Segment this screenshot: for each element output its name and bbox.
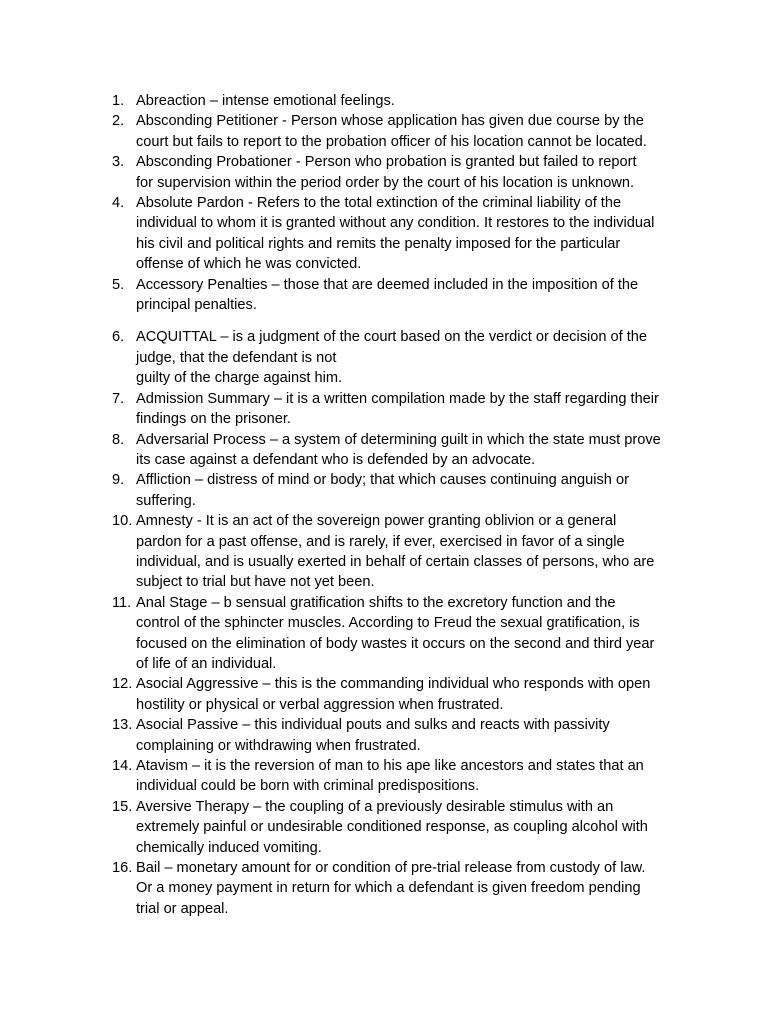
glossary-entry <box>112 193 692 275</box>
glossary-list <box>112 91 692 919</box>
entry-text-line: for supervision within the period order by the court of his location is unknown. <box>136 174 635 191</box>
glossary-entry <box>112 327 692 388</box>
glossary-entry <box>112 756 692 797</box>
entry-text-line: Affliction – distress of mind or body; that which causes continuing anguish or <box>136 472 629 489</box>
entry-text-line: Absconding Petitioner - Person whose application has given due course by the <box>136 113 644 130</box>
entry-text-line: guilty of the charge against him. <box>136 370 343 387</box>
glossary-entry <box>112 152 692 193</box>
entry-text-line: individual, and is usually exerted in behalf of certain classes of persons, who are <box>136 553 655 570</box>
entry-text-line: Adversarial Process – a system of determining guilt in which the state must prove <box>136 431 661 448</box>
entry-text-line: chemically induced vomiting. <box>136 839 322 856</box>
entry-text-line: complaining or withdrawing when frustrated. <box>136 737 421 754</box>
entry-text-line: judge, that the defendant is not <box>136 349 337 366</box>
entry-text-line: Bail – monetary amount for or condition of pre-trial release from custody of law. <box>136 860 646 877</box>
entry-text-line: Accessory Penalties – those that are deemed included in the imposition of the <box>136 276 639 293</box>
entry-number: 4. <box>112 195 125 212</box>
glossary-entry <box>112 111 692 152</box>
entry-number: 1. <box>112 93 125 109</box>
entry-text-line: individual could be born with criminal predispositions. <box>136 778 480 795</box>
entry-text-line: focused on the elimination of body wastes it occurs on the second and third year <box>136 635 655 652</box>
entry-text-line: Asocial Passive – this individual pouts and sulks and reacts with passivity <box>136 717 610 734</box>
entry-number: 9. <box>112 472 125 489</box>
glossary-entry <box>112 470 692 511</box>
glossary-entry <box>112 389 692 430</box>
entry-text-line: pardon for a past offense, and is rarely, if ever, exercised in favor of a single <box>136 533 625 550</box>
entry-number: 8. <box>112 431 125 448</box>
glossary-entry <box>112 858 692 919</box>
entry-text-line: trial or appeal. <box>136 900 229 917</box>
entry-text-line: Absolute Pardon - Refers to the total extinction of the criminal liability of the <box>136 195 622 212</box>
entry-text-line: offense of which he was convicted. <box>136 256 362 273</box>
glossary-entry <box>112 275 692 316</box>
entry-text-line: control of the sphincter muscles. According to Freud the sexual gratification, is <box>136 615 640 632</box>
entry-text-line: suffering. <box>136 492 196 509</box>
entry-number: 11. <box>112 594 132 611</box>
glossary-entry <box>112 511 692 593</box>
entry-text-line: Amnesty - It is an act of the sovereign power granting oblivion or a general <box>136 513 617 530</box>
entry-text-line: Asocial Aggressive – this is the commanding individual who responds with open <box>136 676 651 693</box>
entry-text-line: ACQUITTAL – is a judgment of the court based on the verdict or decision of the <box>136 329 648 346</box>
entry-number: 3. <box>112 154 125 171</box>
entry-text-line: subject to trial but have not yet been. <box>136 574 375 591</box>
entry-text-line: its case against a defendant who is defended by an advocate. <box>136 451 536 468</box>
entry-text-line: hostility or physical or verbal aggression when frustrated. <box>136 696 504 713</box>
entry-number: 7. <box>112 390 125 407</box>
entry-text-line: individual to whom it is granted without any condition. It restores to the individual <box>136 215 655 232</box>
glossary-entry <box>112 715 692 756</box>
entry-number: 15. <box>112 798 133 815</box>
entry-number: 13. <box>112 717 133 734</box>
entry-text-line: Or a money payment in return for which a defendant is given freedom pending <box>136 880 641 897</box>
entry-text-line: findings on the prisoner. <box>136 411 291 428</box>
entry-text-line: Admission Summary – it is a written compilation made by the staff regarding their <box>136 390 659 407</box>
entry-text-line: Aversive Therapy – the coupling of a previously desirable stimulus with an <box>136 798 614 815</box>
entry-number: 12. <box>112 676 133 693</box>
entry-number: 14. <box>112 758 133 774</box>
entry-text-line: Abreaction – intense emotional feelings. <box>136 93 395 109</box>
entry-text-line: Anal Stage – b sensual gratification shifts to the excretory function and the <box>136 594 616 611</box>
entry-text-line: court but fails to report to the probation officer of his location cannot be located. <box>136 133 647 150</box>
entry-number: 16. <box>112 860 133 877</box>
glossary-entry <box>112 593 692 675</box>
entry-number: 5. <box>112 276 125 293</box>
entry-text-line: Absconding Probationer - Person who probation is granted but failed to report <box>136 154 637 171</box>
entry-number: 2. <box>112 113 125 130</box>
entry-text-line: of life of an individual. <box>136 655 277 672</box>
entry-number: 10. <box>112 513 133 530</box>
entry-number: 6. <box>112 329 125 346</box>
entry-text-line: Atavism – it is the reversion of man to his ape like ancestors and states that an <box>136 758 644 774</box>
glossary-entry <box>112 91 692 111</box>
glossary-entry <box>112 674 692 715</box>
entry-text-line: principal penalties. <box>136 297 257 314</box>
entry-text-line: his civil and political rights and remits the penalty imposed for the particular <box>136 235 621 252</box>
entry-text-line: extremely painful or undesirable conditioned response, as coupling alcohol with <box>136 819 648 836</box>
glossary-entry <box>112 430 692 471</box>
glossary-entry <box>112 797 692 858</box>
